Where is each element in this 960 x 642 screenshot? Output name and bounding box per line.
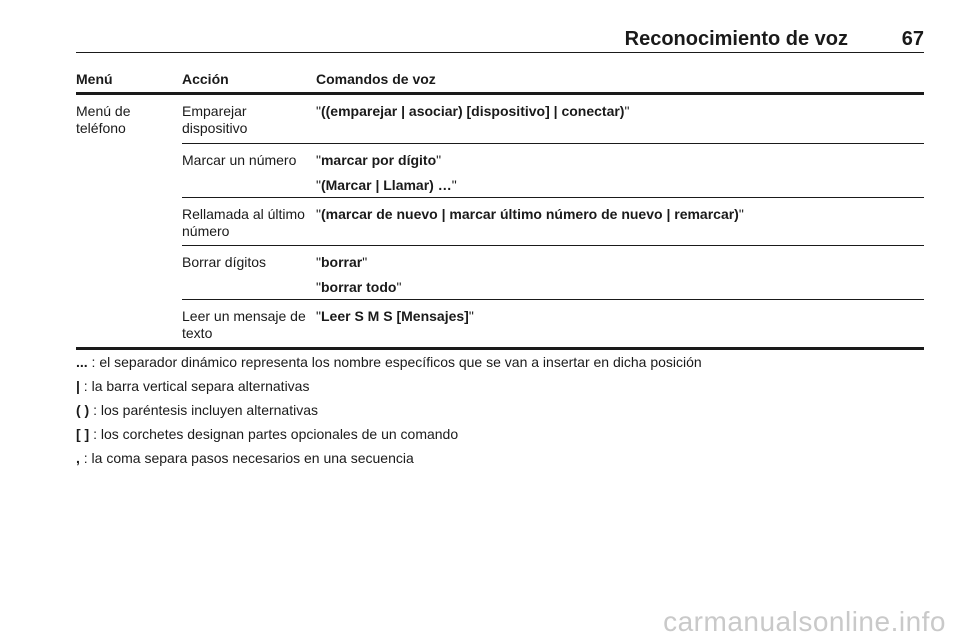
watermark: carmanualsonline.info bbox=[663, 606, 946, 637]
note-line: , : la coma separa pasos necesarios en una secuencia bbox=[76, 450, 414, 466]
table-header bbox=[76, 70, 924, 95]
table-row bbox=[182, 95, 924, 144]
column-header-commands: Comandos de voz bbox=[316, 71, 436, 87]
voice-commands-table bbox=[76, 70, 924, 350]
column-header-action: Acción bbox=[182, 71, 229, 87]
page-title: Reconocimiento de voz bbox=[624, 28, 848, 50]
page-header bbox=[76, 22, 924, 53]
action-cell: Marcar un número bbox=[182, 152, 297, 168]
table-body bbox=[76, 95, 924, 350]
column-header-menu: Menú bbox=[76, 71, 113, 87]
voice-command: "Leer S M S [Mensajes]" bbox=[316, 308, 474, 324]
legend-notes bbox=[76, 354, 924, 474]
voice-command: "marcar por dígito" bbox=[316, 152, 442, 168]
note-line: ... : el separador dinámico representa los nombre específicos que se van a insertar en dicha posición bbox=[76, 354, 702, 370]
voice-command: "((emparejar | asociar) [dispositivo] | conectar)" bbox=[316, 103, 630, 119]
voice-command: "(Marcar | Llamar) …" bbox=[316, 177, 457, 193]
action-cell: Leer un mensaje de texto bbox=[182, 308, 306, 341]
note-line: ( ) : los paréntesis incluyen alternativas bbox=[76, 402, 319, 418]
table-row bbox=[182, 246, 924, 300]
voice-command: "(marcar de nuevo | marcar último número de nuevo | remarcar)" bbox=[316, 206, 744, 222]
table-row bbox=[182, 300, 924, 347]
page-number: 67 bbox=[901, 28, 924, 50]
voice-command: "borrar todo" bbox=[316, 279, 402, 295]
table-row bbox=[182, 144, 924, 198]
table-row bbox=[182, 198, 924, 246]
action-cell: Borrar dígitos bbox=[182, 254, 267, 270]
menu-cell: Menú de teléfono bbox=[76, 103, 131, 136]
action-cell: Rellamada al último número bbox=[182, 206, 305, 239]
note-line: [ ] : los corchetes designan partes opcionales de un comando bbox=[76, 426, 459, 442]
action-cell: Emparejar dispositivo bbox=[182, 103, 248, 136]
voice-command: "borrar" bbox=[316, 254, 368, 270]
note-line: | : la barra vertical separa alternativas bbox=[76, 378, 310, 394]
